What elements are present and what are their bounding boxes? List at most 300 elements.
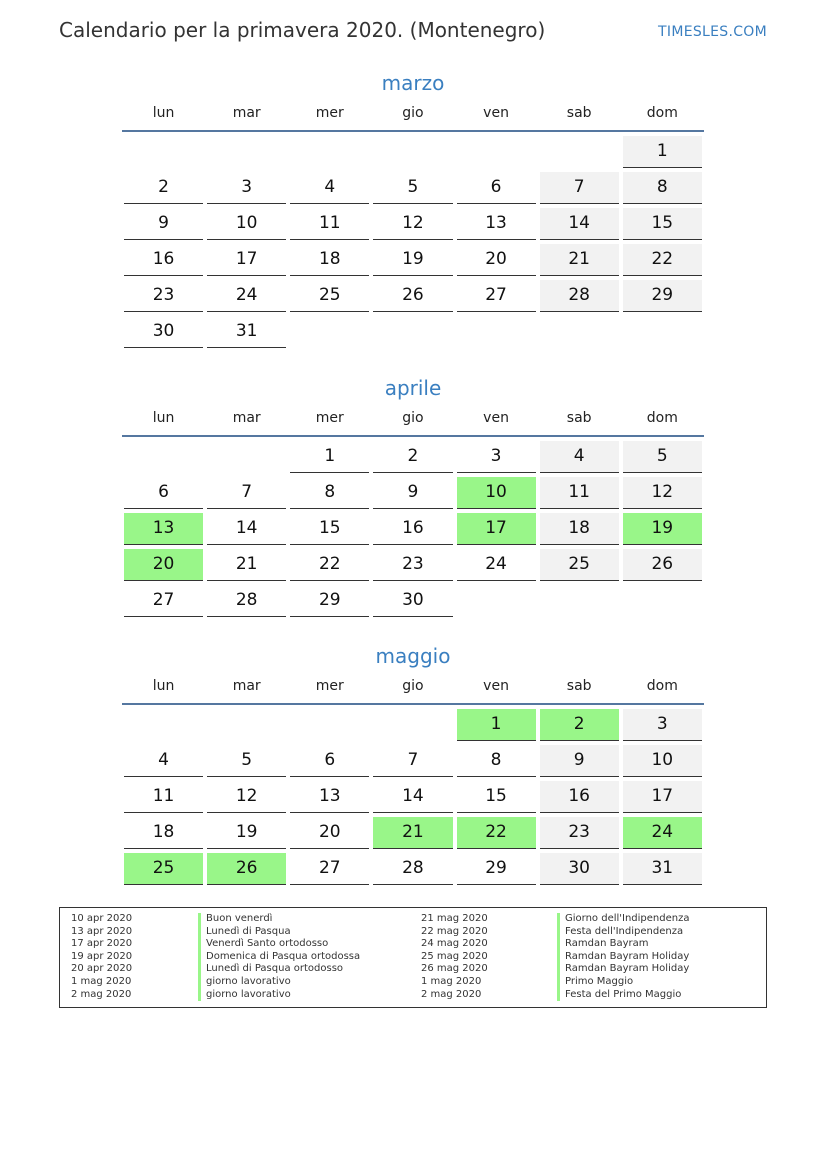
day-cell [205,477,288,513]
calendar-day: 19 [373,244,452,276]
legend-dates-left [71,913,132,1001]
legend-date: 17 apr 2020 [71,938,133,950]
calendar-day: 11 [540,477,619,509]
day-cell [621,817,704,853]
day-cell [288,477,371,513]
empty-cell [371,136,454,172]
day-cell [122,477,205,513]
legend-holiday-name: Primo Maggio [557,976,690,989]
legend-dates-right [421,913,488,1001]
legend-holiday-name: Giorno dell'Indipendenza [557,913,690,926]
day-cell [621,244,704,280]
empty-day [457,136,536,167]
empty-cell [538,585,621,621]
empty-cell [122,136,205,172]
week-row [122,585,704,621]
empty-cell [621,316,704,352]
day-cell [205,244,288,280]
holiday-day: 10 [457,477,536,509]
legend-names-right [557,913,690,1001]
empty-day [290,316,369,347]
day-cell [371,280,454,316]
day-cell [538,853,621,889]
day-cell [621,208,704,244]
day-cell [371,172,454,208]
legend-date: 1 mag 2020 [71,975,132,987]
day-cell [538,781,621,817]
calendar-day: 18 [290,244,369,276]
holiday-day: 13 [124,513,203,545]
calendar-day: 7 [207,477,286,509]
month-calendar-april [122,375,704,621]
weekday-header [122,677,704,705]
legend-holiday-name: giorno lavorativo [198,976,360,989]
week-row [122,853,704,889]
day-cell [371,208,454,244]
empty-day [623,585,702,616]
weekday-label: mar [232,410,261,426]
calendar-day: 25 [540,549,619,581]
calendar-day: 11 [290,208,369,240]
day-cell [122,244,205,280]
day-cell [371,817,454,853]
empty-day [457,316,536,347]
empty-cell [621,585,704,621]
day-cell [205,745,288,781]
calendar-day: 17 [207,244,286,276]
week-row [122,244,704,280]
day-cell [621,853,704,889]
weekday-label: ven [483,678,509,694]
empty-cell [455,316,538,352]
week-row [122,280,704,316]
day-cell [538,513,621,549]
empty-cell [288,709,371,745]
day-cell [205,585,288,621]
empty-day [373,316,452,347]
calendar-day: 1 [290,441,369,473]
holiday-day: 22 [457,817,536,849]
weekday-label: ven [483,105,509,121]
day-cell [371,513,454,549]
day-cell [538,745,621,781]
calendar-day: 18 [124,817,203,849]
week-row [122,513,704,549]
day-grid [122,136,704,352]
empty-cell [122,709,205,745]
day-cell [122,745,205,781]
legend-holiday-name: Venerdì Santo ortodosso [198,938,360,951]
day-grid [122,709,704,889]
calendar-day: 2 [373,441,452,473]
holiday-day: 25 [124,853,203,885]
week-row [122,208,704,244]
calendar-day: 6 [457,172,536,204]
day-cell [455,280,538,316]
day-cell [288,817,371,853]
calendar-day: 15 [623,208,702,240]
empty-day [124,709,203,740]
legend-date: 13 apr 2020 [71,925,133,937]
calendar-day: 18 [540,513,619,545]
week-row [122,817,704,853]
day-cell [455,781,538,817]
legend-holiday-name: giorno lavorativo [198,989,360,1002]
calendar-day: 14 [540,208,619,240]
empty-cell [288,136,371,172]
month-title: marzo [381,71,445,95]
empty-day [207,136,286,167]
holiday-day: 20 [124,549,203,581]
day-cell [621,745,704,781]
empty-day [124,136,203,167]
calendar-day: 31 [623,853,702,885]
day-cell [288,244,371,280]
calendar-day: 29 [290,585,369,617]
legend-holiday-name: Domenica di Pasqua ortodossa [198,951,360,964]
calendar-day: 15 [290,513,369,545]
calendar-day: 3 [457,441,536,473]
empty-cell [205,441,288,477]
legend-holiday-name: Ramdan Bayram [557,938,690,951]
calendar-day: 20 [457,244,536,276]
day-cell [205,208,288,244]
calendar-day: 4 [124,745,203,777]
day-cell [288,781,371,817]
calendar-day: 5 [373,172,452,204]
month-title: aprile [384,376,442,400]
legend-holiday-name: Lunedì di Pasqua ortodosso [198,963,360,976]
day-cell [455,817,538,853]
day-cell [205,817,288,853]
weekday-label: sab [566,410,592,426]
calendar-day: 7 [373,745,452,777]
calendar-day: 4 [290,172,369,204]
week-row [122,172,704,208]
weekday-label: mer [315,105,344,121]
calendar-day: 27 [124,585,203,617]
day-cell [538,244,621,280]
week-row [122,316,704,352]
day-cell [205,781,288,817]
weekday-label: gio [402,105,424,121]
calendar-day: 24 [457,549,536,581]
day-cell [288,585,371,621]
empty-cell [538,136,621,172]
calendar-day: 23 [540,817,619,849]
holiday-day: 21 [373,817,452,849]
day-cell [538,709,621,745]
calendar-day: 23 [373,549,452,581]
day-cell [538,172,621,208]
day-cell [122,585,205,621]
day-cell [621,136,704,172]
empty-day [207,709,286,740]
brand-link[interactable]: TIMESLES.COM [658,24,767,40]
weekday-label: mer [315,678,344,694]
calendar-day: 21 [207,549,286,581]
calendar-day: 30 [540,853,619,885]
calendar-day: 14 [373,781,452,813]
weekday-header [122,409,704,437]
calendar-day: 20 [290,817,369,849]
calendar-day: 12 [207,781,286,813]
day-cell [122,781,205,817]
day-cell [371,549,454,585]
calendar-day: 13 [457,208,536,240]
calendar-day: 24 [207,280,286,312]
empty-day [540,316,619,347]
day-cell [371,781,454,817]
day-cell [122,316,205,352]
calendar-day: 5 [207,745,286,777]
calendar-day: 29 [623,280,702,312]
holiday-day: 1 [457,709,536,741]
day-cell [205,853,288,889]
empty-day [373,709,452,740]
calendar-day: 22 [290,549,369,581]
day-cell [288,549,371,585]
weekday-label: lun [152,410,175,426]
day-cell [371,477,454,513]
day-cell [455,709,538,745]
legend-date: 25 mag 2020 [421,950,488,962]
legend-date: 1 mag 2020 [421,975,482,987]
holiday-day: 26 [207,853,286,885]
calendar-day: 7 [540,172,619,204]
week-row [122,136,704,172]
calendar-day: 21 [540,244,619,276]
empty-cell [205,709,288,745]
day-cell [122,208,205,244]
legend-holiday-name: Lunedì di Pasqua [198,926,360,939]
calendar-day: 28 [207,585,286,617]
empty-cell [371,316,454,352]
calendar-day: 17 [623,781,702,813]
calendar-day: 12 [373,208,452,240]
day-cell [621,172,704,208]
weekday-label: dom [646,105,678,121]
calendar-day: 30 [124,316,203,348]
day-cell [122,817,205,853]
weekday-label: dom [646,410,678,426]
legend-holiday-name: Buon venerdì [198,913,360,926]
calendar-day: 31 [207,316,286,348]
day-cell [122,172,205,208]
legend-holiday-name: Festa del Primo Maggio [557,989,690,1002]
weekday-label: lun [152,105,175,121]
week-row [122,709,704,745]
empty-cell [288,316,371,352]
day-cell [288,441,371,477]
calendar-day: 28 [540,280,619,312]
day-cell [621,513,704,549]
calendar-day: 2 [124,172,203,204]
calendar-day: 28 [373,853,452,885]
week-row [122,441,704,477]
calendar-day: 9 [540,745,619,777]
weekday-label: ven [483,410,509,426]
day-cell [538,208,621,244]
legend-holiday-name: Festa dell'Indipendenza [557,926,690,939]
legend-date: 10 apr 2020 [71,913,133,924]
calendar-day: 25 [290,280,369,312]
day-cell [205,280,288,316]
calendar-day: 13 [290,781,369,813]
calendar-day: 9 [124,208,203,240]
empty-day [290,136,369,167]
weekday-label: mar [232,678,261,694]
day-cell [205,316,288,352]
calendar-day: 19 [207,817,286,849]
empty-day [457,585,536,616]
day-cell [122,853,205,889]
calendar-day: 8 [623,172,702,204]
day-cell [538,441,621,477]
empty-day [540,585,619,616]
month-calendar-may [122,643,704,889]
day-cell [455,853,538,889]
weekday-label: lun [152,678,175,694]
day-cell [122,280,205,316]
legend-date: 2 mag 2020 [421,988,482,1000]
day-cell [621,549,704,585]
calendar-day: 27 [290,853,369,885]
week-row [122,781,704,817]
empty-cell [122,441,205,477]
day-cell [371,853,454,889]
week-row [122,549,704,585]
day-cell [288,853,371,889]
empty-day [373,136,452,167]
day-cell [455,244,538,280]
day-cell [538,549,621,585]
empty-day [290,709,369,740]
day-cell [455,549,538,585]
page-title: Calendario per la primavera 2020. (Montenegro) [59,18,546,42]
day-cell [122,549,205,585]
calendar-day: 16 [373,513,452,545]
calendar-day: 10 [207,208,286,240]
calendar-day: 30 [373,585,452,617]
empty-cell [455,136,538,172]
day-cell [538,280,621,316]
empty-cell [455,585,538,621]
weekday-label: gio [402,678,424,694]
day-cell [371,244,454,280]
day-cell [621,477,704,513]
day-cell [205,172,288,208]
legend-holiday-name: Ramdan Bayram Holiday [557,951,690,964]
weekday-label: sab [566,678,592,694]
calendar-day: 23 [124,280,203,312]
day-cell [288,745,371,781]
weekday-label: sab [566,105,592,121]
calendar-day: 3 [623,709,702,741]
holiday-day: 2 [540,709,619,741]
holiday-day: 19 [623,513,702,545]
day-cell [288,513,371,549]
legend-date: 22 mag 2020 [421,925,488,937]
calendar-day: 6 [290,745,369,777]
legend-date: 2 mag 2020 [71,988,132,1000]
week-row [122,745,704,781]
day-cell [455,745,538,781]
legend-date: 20 apr 2020 [71,963,133,975]
day-grid [122,441,704,621]
day-cell [538,817,621,853]
day-cell [371,585,454,621]
day-cell [621,709,704,745]
day-cell [205,513,288,549]
day-cell [455,172,538,208]
empty-cell [205,136,288,172]
weekday-label: gio [402,410,424,426]
calendar-day: 16 [124,244,203,276]
calendar-day: 4 [540,441,619,473]
legend-holiday-name: Ramdan Bayram Holiday [557,963,690,976]
day-cell [288,280,371,316]
day-cell [455,441,538,477]
empty-day [623,316,702,347]
calendar-day: 8 [457,745,536,777]
day-cell [205,549,288,585]
day-cell [371,441,454,477]
calendar-day: 6 [124,477,203,509]
holiday-day: 17 [457,513,536,545]
holiday-legend [59,907,767,1008]
calendar-day: 5 [623,441,702,473]
empty-day [124,441,203,472]
weekday-label: dom [646,678,678,694]
month-title: maggio [375,644,451,668]
day-cell [621,280,704,316]
calendar-day: 26 [623,549,702,581]
legend-names-left [198,913,360,1001]
calendar-day: 29 [457,853,536,885]
empty-cell [538,316,621,352]
calendar-day: 11 [124,781,203,813]
calendar-day: 26 [373,280,452,312]
weekday-header [122,104,704,132]
calendar-day: 22 [623,244,702,276]
day-cell [621,441,704,477]
day-cell [455,477,538,513]
calendar-day: 8 [290,477,369,509]
day-cell [455,208,538,244]
calendar-day: 27 [457,280,536,312]
month-calendar-march [122,70,704,352]
weekday-label: mar [232,105,261,121]
weekday-label: mer [315,410,344,426]
legend-date: 19 apr 2020 [71,950,133,962]
empty-day [207,441,286,472]
calendar-day: 15 [457,781,536,813]
day-cell [122,513,205,549]
calendar-day: 9 [373,477,452,509]
calendar-day: 14 [207,513,286,545]
day-cell [288,172,371,208]
legend-date: 26 mag 2020 [421,963,488,975]
week-row [122,477,704,513]
calendar-day: 1 [623,136,702,168]
empty-cell [371,709,454,745]
legend-date: 24 mag 2020 [421,938,488,950]
day-cell [621,781,704,817]
day-cell [538,477,621,513]
calendar-day: 16 [540,781,619,813]
day-cell [288,208,371,244]
